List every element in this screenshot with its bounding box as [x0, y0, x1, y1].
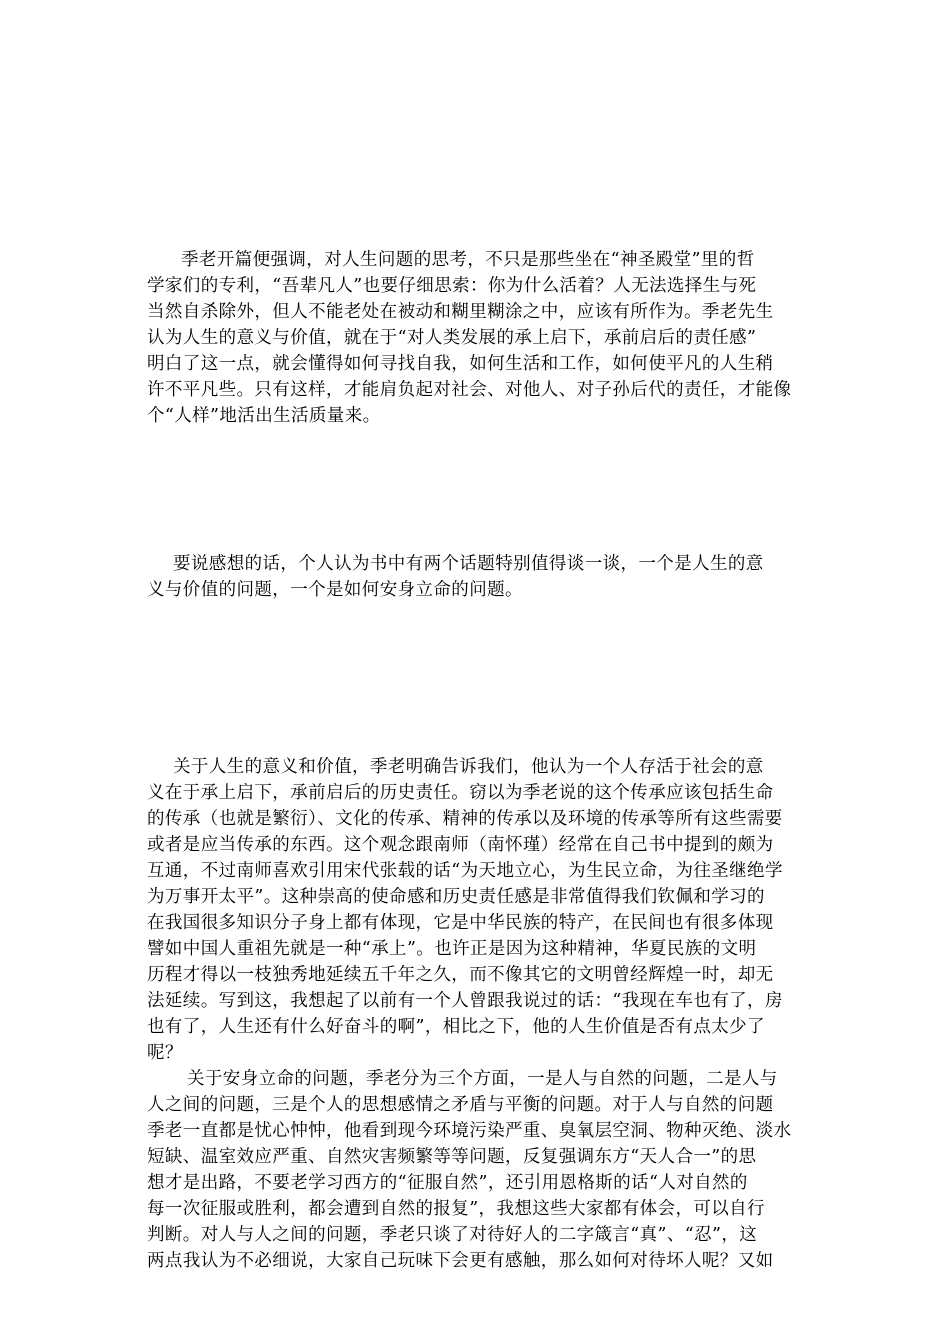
paragraph-line: 人之间的问题，三是个人的思想感情之矛盾与平衡的问题。对于人与自然的问题 — [147, 1095, 774, 1115]
paragraph-line: 个“人样”地活出生活质量来。 — [147, 406, 381, 426]
paragraph-line: 关于安身立命的问题，季老分为三个方面，一是人与自然的问题，二是人与 — [187, 1069, 778, 1089]
paragraph-line: 学家们的专利，“吾辈凡人”也要仔细思索：你为什么活着？人无法选择生与死 — [147, 276, 757, 296]
paragraph-line: 季老开篇便强调，对人生问题的思考，不只是那些坐在“神圣殿堂”里的哲 — [181, 250, 755, 270]
paragraph-line: 为万事开太平”。这种崇高的使命感和历史责任感是非常值得我们钦佩和学习的 — [147, 887, 765, 907]
paragraph-line: 也有了，人生还有什么好奋斗的啊”，相比之下，他的人生价值是否有点太少了 — [147, 1017, 765, 1037]
paragraph-line: 呢？ — [147, 1043, 183, 1063]
paragraph-line: 在我国很多知识分子身上都有体现，它是中华民族的特产，在民间也有很多体现 — [147, 913, 774, 933]
paragraph-line: 两点我认为不必细说，大家自己玩味下会更有感触，那么如何对待坏人呢？又如 — [147, 1251, 774, 1271]
paragraph-line: 譬如中国人重祖先就是一种“承上”。也许正是因为这种精神，华夏民族的文明 — [147, 939, 757, 959]
paragraph-line: 每一次征服或胜利，都会遭到自然的报复”，我想这些大家都有体会，可以自行 — [147, 1199, 765, 1219]
paragraph-line: 季老一直都是忧心忡忡，他看到现今环境污染严重、臭氧层空洞、物种灭绝、淡水 — [147, 1121, 792, 1141]
paragraph-line: 互通，不过南师喜欢引用宋代张载的话“为天地立心，为生民立命，为往圣继绝学 — [147, 861, 783, 881]
paragraph-line: 义在于承上启下，承前启后的历史责任。窃以为季老说的这个传承应该包括生命 — [147, 783, 774, 803]
paragraph-line: 历程才得以一枝独秀地延续五千年之久，而不像其它的文明曾经辉煌一时，却无 — [147, 965, 774, 985]
paragraph-line: 的传承（也就是繁衍）、文化的传承、精神的传承以及环境的传承等所有这些需要 — [147, 809, 783, 829]
paragraph-line: 当然自杀除外，但人不能老处在被动和糊里糊涂之中，应该有所作为。季老先生 — [147, 302, 774, 322]
paragraph-line: 或者是应当传承的东西。这个观念跟南师（南怀瑾）经常在自己书中提到的颇为 — [147, 835, 774, 855]
paragraph-line: 要说感想的话，个人认为书中有两个话题特别值得谈一谈，一个是人生的意 — [173, 554, 764, 574]
paragraph-line: 判断。对人与人之间的问题，季老只谈了对待好人的二字箴言“真”、“忍”，这 — [147, 1225, 758, 1245]
paragraph-line: 想才是出路，不要老学习西方的“征服自然”，还引用恩格斯的话“人对自然的 — [147, 1173, 748, 1193]
paragraph-line: 许不平凡些。只有这样，才能肩负起对社会、对他人、对子孙后代的责任，才能像 — [147, 380, 792, 400]
paragraph-line: 短缺、温室效应严重、自然灾害频繁等等问题，反复强调东方“天人合一”的思 — [147, 1147, 757, 1167]
paragraph-line: 法延续。写到这，我想起了以前有一个人曾跟我说过的话：“我现在车也有了，房 — [147, 991, 783, 1011]
paragraph-line: 认为人生的意义与价值，就在于“对人类发展的承上启下，承前启后的责任感” — [147, 328, 757, 348]
paragraph-line: 义与价值的问题，一个是如何安身立命的问题。 — [147, 580, 523, 600]
paragraph-line: 关于人生的意义和价值，季老明确告诉我们，他认为一个人存活于社会的意 — [173, 757, 764, 777]
paragraph-line: 明白了这一点，就会懂得如何寻找自我，如何生活和工作，如何使平凡的人生稍 — [147, 354, 774, 374]
